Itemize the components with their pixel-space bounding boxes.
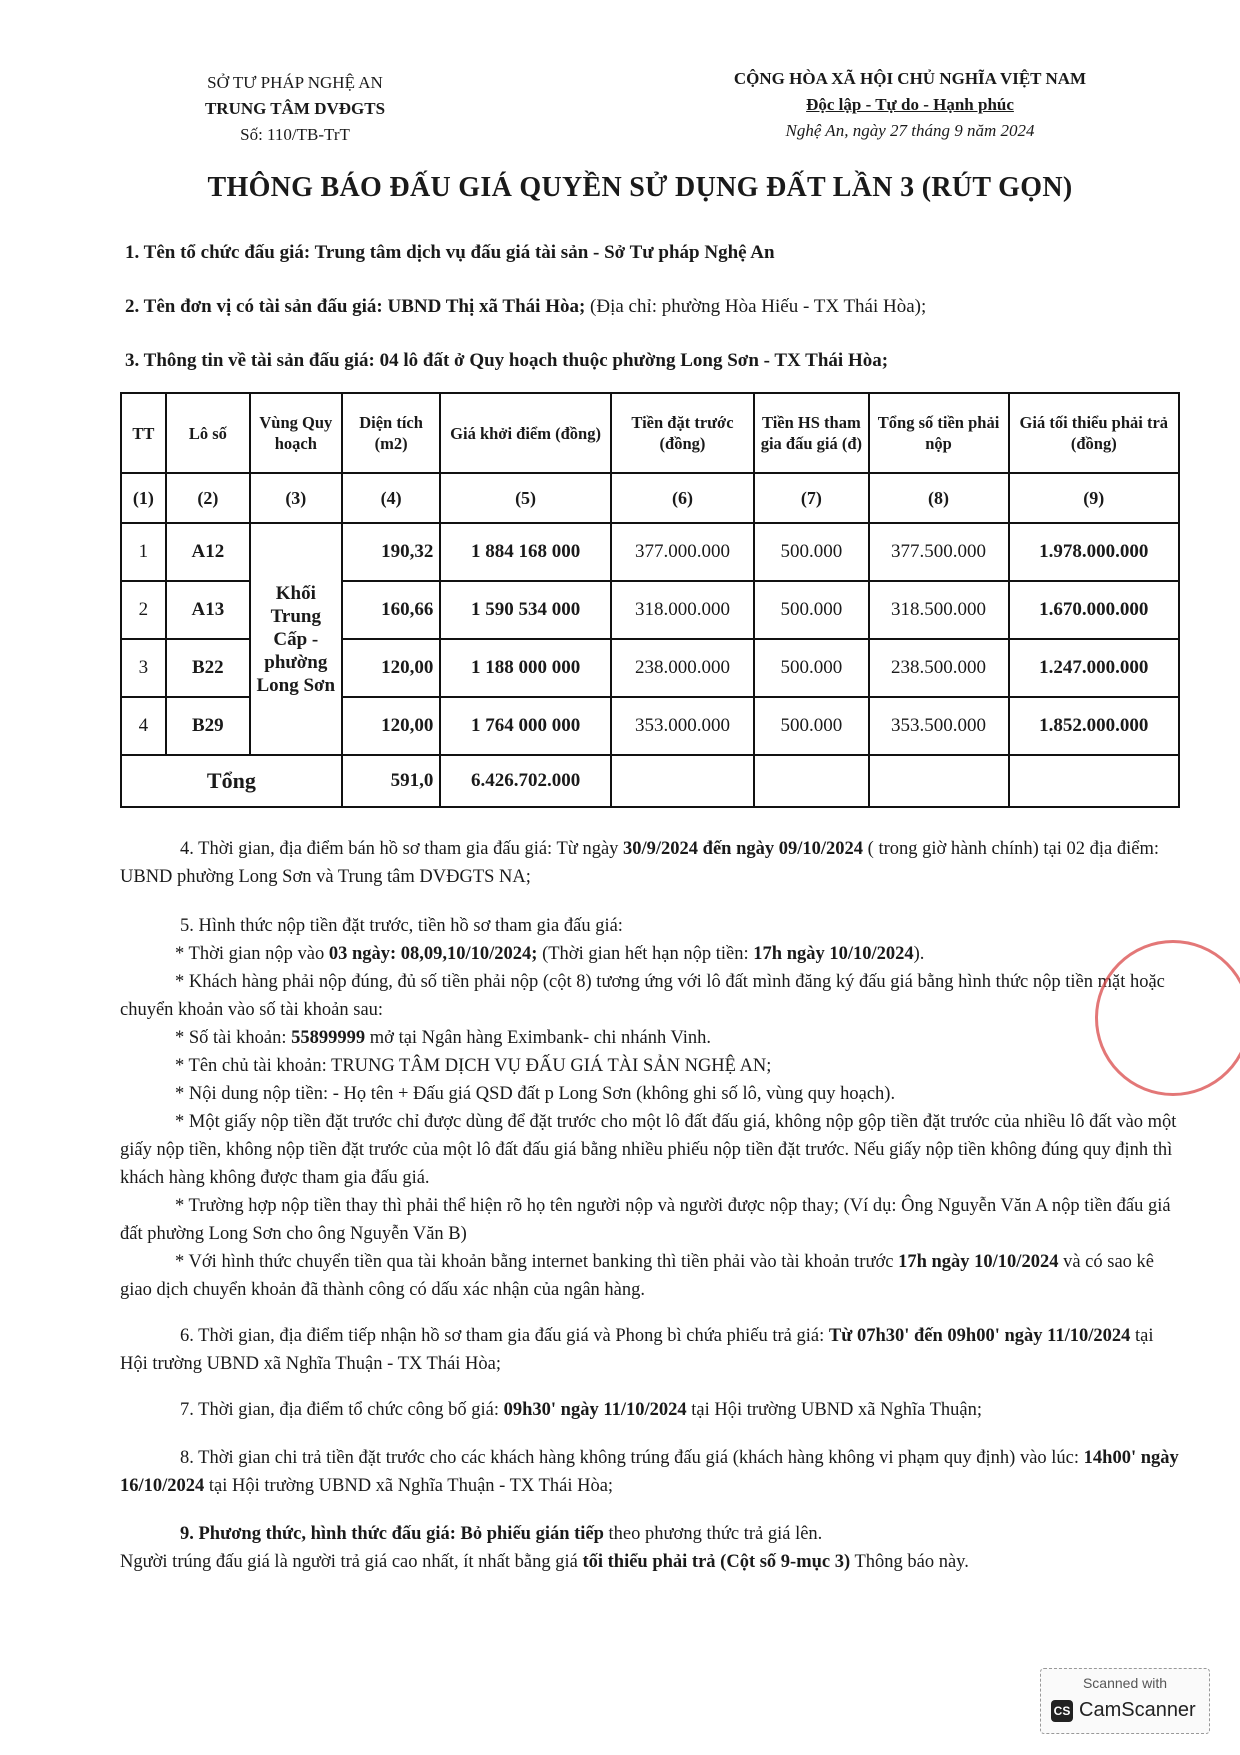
- cell-start-price: 1 590 534 000: [440, 581, 610, 639]
- section-7: [120, 1396, 1180, 1424]
- cell-tt: 2: [121, 581, 166, 639]
- s5-internet-banking: [120, 1248, 1180, 1304]
- document-number: Số: 110/TB-TrT: [240, 125, 350, 144]
- s9-b: theo phương thức trả giá lên.: [603, 1524, 823, 1544]
- col-number: (2): [166, 473, 250, 523]
- s5-one-slip-rule: * Một giấy nộp tiền đặt trước chỉ được dùng để đặt trước cho một lô đất đấu giá, không nộp gộp tiền đặt trước của nhiều lô đất vào một giấy nộp tiền, không nộp tiền đặt trước của một lô đất đấu giá bằng nhiều phiếu nộp tiền đặt trước. Nếu giấy nộp tiền không đúng quy định thì khách hàng không được tham gia đấu giá.: [120, 1112, 1177, 1188]
- col-number: (5): [440, 473, 610, 523]
- s5-account-number: [120, 1024, 1180, 1052]
- s5-p3b: 55899999: [291, 1028, 366, 1048]
- cell-min-price: 1.670.000.000: [1009, 581, 1179, 639]
- col-number: (6): [611, 473, 754, 523]
- s9-a: 9. Phương thức, hình thức đấu giá: Bỏ phiếu gián tiếp: [180, 1524, 604, 1544]
- cell-min-price: 1.247.000.000: [1009, 639, 1179, 697]
- red-seal-stamp: [1095, 940, 1240, 1096]
- s5-p1c: (Thời gian hết hạn nộp tiền:: [537, 944, 754, 964]
- empty-cell: [754, 755, 868, 807]
- header-cell: Giá tối thiểu phải trả (đồng): [1009, 393, 1179, 473]
- table-row: [121, 523, 1179, 581]
- col-number: (7): [754, 473, 868, 523]
- total-area: 591,0: [342, 755, 441, 807]
- cell-lot: A12: [166, 523, 250, 581]
- s8-b: 14h00' ngày 16/10/2024: [120, 1448, 1179, 1496]
- total-start-price: 6.426.702.000: [440, 755, 610, 807]
- section-4: [120, 835, 1180, 891]
- header-left: [145, 70, 445, 148]
- cell-total: 377.500.000: [869, 523, 1009, 581]
- item-2-owner: [125, 296, 926, 318]
- s7-c: tại Hội trường UBND xã Nghĩa Thuận;: [686, 1400, 982, 1420]
- s9-e: Thông báo này.: [850, 1552, 969, 1572]
- s5-p8c: và có sao kê giao dịch chuyển khoản đã thành công có dấu xác nhận của ngân hàng.: [120, 1252, 1154, 1300]
- s5-p1e: ).: [913, 944, 925, 964]
- cell-fee: 500.000: [754, 639, 868, 697]
- motto: Độc lập - Tự do - Hạnh phúc: [806, 95, 1014, 114]
- cell-min-price: 1.852.000.000: [1009, 697, 1179, 755]
- header-cell: Tiền HS tham gia đấu giá (đ): [754, 393, 868, 473]
- section-6: [120, 1322, 1180, 1378]
- empty-cell: [611, 755, 754, 807]
- s9-c: Người trúng đấu giá là người trả giá cao nhất, ít nhất bằng giá: [120, 1552, 583, 1572]
- col-number: (3): [250, 473, 342, 523]
- cell-start-price: 1 764 000 000: [440, 697, 610, 755]
- col-number: (4): [342, 473, 441, 523]
- cell-lot: B29: [166, 697, 250, 755]
- s5-p3a: * Số tài khoản:: [175, 1028, 292, 1048]
- scanner-caption: Scanned with: [1082, 1675, 1168, 1691]
- s8-a: 8. Thời gian chi trả tiền đặt trước cho các khách hàng không trúng đấu giá (khách hàng không vi phạm quy định) vào lúc:: [180, 1448, 1084, 1468]
- cell-lot: A13: [166, 581, 250, 639]
- center-name: TRUNG TÂM DVĐGTS: [204, 99, 386, 118]
- s7-b: 09h30' ngày 11/10/2024: [503, 1400, 687, 1420]
- s9-d: tối thiểu phải trả (Cột số 9-mục 3): [582, 1552, 851, 1572]
- col-number: (1): [121, 473, 166, 523]
- s6-a: 6. Thời gian, địa điểm tiếp nhận hồ sơ tham gia đấu giá và Phong bì chứa phiếu trả giá:: [180, 1326, 829, 1346]
- cell-area: 190,32: [342, 523, 441, 581]
- s5-payment-method: * Khách hàng phải nộp đúng, đủ số tiền phải nộp (cột 8) tương ứng với lô đất mình đăng ký đấu giá bằng hình thức nộp tiền mặt hoặc chuyển khoản vào số tài khoản sau:: [120, 972, 1165, 1020]
- col-number: (8): [869, 473, 1009, 523]
- item-2-address: (Địa chỉ: phường Hòa Hiếu - TX Thái Hòa);: [585, 296, 927, 317]
- scanner-brand: [1051, 1699, 1196, 1722]
- cell-zone: Khối Trung Cấp - phường Long Sơn: [250, 523, 342, 755]
- scanner-brand-text: CamScanner: [1079, 1699, 1196, 1721]
- section-8: [120, 1444, 1180, 1500]
- section-9: [120, 1520, 1180, 1576]
- nation-name: CỘNG HÒA XÃ HỘI CHỦ NGHĨA VIỆT NAM: [733, 69, 1087, 88]
- issue-date: Nghệ An, ngày 27 tháng 9 năm 2024: [785, 121, 1035, 140]
- s6-c: tại Hội trường UBND xã Nghĩa Thuận - TX Thái Hòa;: [120, 1326, 1154, 1374]
- cell-total: 353.500.000: [869, 697, 1009, 755]
- section-5: [120, 912, 1180, 1304]
- s5-proxy-rule: * Trường hợp nộp tiền thay thì phải thể hiện rõ họ tên người nộp và người được nộp thay; (Ví dụ: Ông Nguyễn Văn A nộp tiền đấu giá đất phường Long Sơn cho ông Nguyễn Văn B): [120, 1196, 1171, 1244]
- table-header-row: [121, 393, 1179, 473]
- s5-p1a: * Thời gian nộp vào: [175, 944, 329, 964]
- cell-start-price: 1 884 168 000: [440, 523, 610, 581]
- column-number-row: [121, 473, 1179, 523]
- camscanner-logo-icon: CS: [1051, 1700, 1073, 1722]
- s5-account-owner: * Tên chủ tài khoản: TRUNG TÂM DỊCH VỤ ĐẤU GIÁ TÀI SẢN NGHỆ AN;: [175, 1056, 772, 1076]
- s5-payment-content: * Nội dung nộp tiền: - Họ tên + Đấu giá QSD đất p Long Sơn (không ghi số lô, vùng quy hoạch).: [175, 1084, 896, 1104]
- document-title: THÔNG BÁO ĐẤU GIÁ QUYỀN SỬ DỤNG ĐẤT LẦN 3 (RÚT GỌN): [207, 172, 1073, 203]
- s5-title: 5. Hình thức nộp tiền đặt trước, tiền hồ sơ tham gia đấu giá:: [180, 916, 623, 936]
- s4-dates: 30/9/2024 đến ngày 09/10/2024: [623, 839, 864, 859]
- header-cell: Giá khởi điểm (đồng): [440, 393, 610, 473]
- cell-deposit: 353.000.000: [611, 697, 754, 755]
- cell-start-price: 1 188 000 000: [440, 639, 610, 697]
- cell-deposit: 377.000.000: [611, 523, 754, 581]
- s5-p1d: 17h ngày 10/10/2024: [753, 944, 914, 964]
- empty-cell: [869, 755, 1009, 807]
- s6-b: Từ 07h30' đến 09h00' ngày 11/10/2024: [828, 1326, 1131, 1346]
- empty-cell: [1009, 755, 1179, 807]
- item-3-asset-info: 3. Thông tin về tài sản đấu giá: 04 lô đất ở Quy hoạch thuộc phường Long Sơn - TX Thái Hòa;: [125, 350, 889, 371]
- cell-area: 120,00: [342, 639, 441, 697]
- header-cell: Vùng Quy hoạch: [250, 393, 342, 473]
- cell-fee: 500.000: [754, 523, 868, 581]
- item-1-organizer: 1. Tên tổ chức đấu giá: Trung tâm dịch vụ đấu giá tài sản - Sở Tư pháp Nghệ An: [125, 242, 775, 263]
- cell-fee: 500.000: [754, 697, 868, 755]
- camscanner-watermark: [1040, 1668, 1210, 1734]
- cell-min-price: 1.978.000.000: [1009, 523, 1179, 581]
- s5-deadline: [120, 940, 1180, 968]
- item-2-label: 2. Tên đơn vị có tài sản đấu giá: UBND Thị xã Thái Hòa;: [125, 296, 586, 317]
- s4-text-a: 4. Thời gian, địa điểm bán hồ sơ tham gia đấu giá: Từ ngày: [180, 839, 624, 859]
- cell-tt: 4: [121, 697, 166, 755]
- cell-total: 318.500.000: [869, 581, 1009, 639]
- cell-tt: 3: [121, 639, 166, 697]
- header-cell: TT: [121, 393, 166, 473]
- org-name: SỞ TƯ PHÁP NGHỆ AN: [207, 73, 383, 92]
- cell-tt: 1: [121, 523, 166, 581]
- s5-p3c: mở tại Ngân hàng Eximbank- chi nhánh Vinh.: [365, 1028, 712, 1048]
- s7-a: 7. Thời gian, địa điểm tổ chức công bố giá:: [180, 1400, 504, 1420]
- total-label: Tổng: [121, 755, 342, 807]
- s5-p8a: * Với hình thức chuyển tiền qua tài khoản bằng internet banking thì tiền phải vào tài khoản trước: [175, 1252, 899, 1272]
- total-row: [121, 755, 1179, 807]
- cell-fee: 500.000: [754, 581, 868, 639]
- cell-total: 238.500.000: [869, 639, 1009, 697]
- header-cell: Tổng số tiền phải nộp: [869, 393, 1009, 473]
- header-right: [650, 66, 1170, 144]
- s8-c: tại Hội trường UBND xã Nghĩa Thuận - TX Thái Hòa;: [204, 1476, 614, 1496]
- cell-lot: B22: [166, 639, 250, 697]
- col-number: (9): [1009, 473, 1179, 523]
- cell-deposit: 238.000.000: [611, 639, 754, 697]
- header-cell: Lô số: [166, 393, 250, 473]
- header-cell: Tiền đặt trước (đồng): [611, 393, 754, 473]
- cell-area: 160,66: [342, 581, 441, 639]
- auction-lots-table: [120, 392, 1180, 808]
- cell-area: 120,00: [342, 697, 441, 755]
- cell-deposit: 318.000.000: [611, 581, 754, 639]
- s4-text-c: ( trong giờ hành chính) tại 02 địa điểm: UBND phường Long Sơn và Trung tâm DVĐGTS NA;: [120, 839, 1160, 887]
- s5-p8b: 17h ngày 10/10/2024: [898, 1252, 1059, 1272]
- s5-p1b: 03 ngày: 08,09,10/10/2024;: [328, 944, 538, 964]
- header-cell: Diện tích (m2): [342, 393, 441, 473]
